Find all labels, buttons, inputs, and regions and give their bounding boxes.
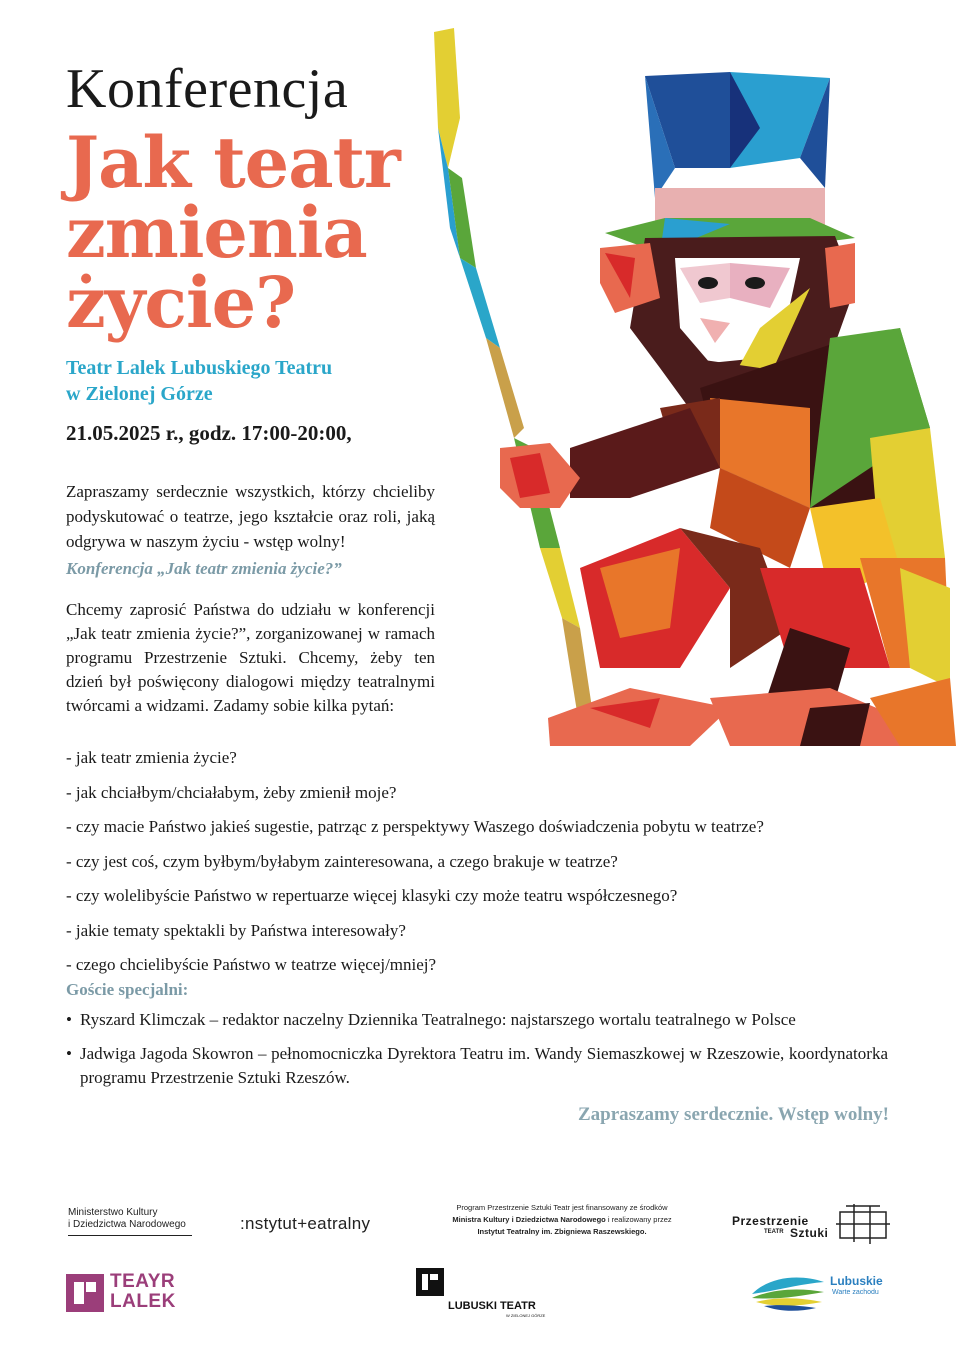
monkey-illustration [430, 28, 956, 746]
title-line: zmienia [66, 191, 367, 274]
list-item: - jak chciałbym/chciałabym, żeby zmienił moje? [66, 782, 397, 802]
logo-text-line: LALEK [110, 1291, 176, 1312]
list-item: - jakie tematy spektakli by Państwa interesowały? [66, 920, 406, 940]
instytut-teatralny-logo: :nstytut+eatralny [240, 1214, 371, 1233]
description-paragraph: Chcemy zaprosić Państwa do udziału w konferencji „Jak teatr zmienia życie?”, zorganizowanej w ramach programu Przestrzenie Sztuki. Chcemy, żeby ten dzień był poświęcony dialogowi między teatralnymi twórcami a widzami. Zadamy sobie kilka pytań: [66, 600, 435, 715]
list-item: - czego chcielibyście Państwo w teatrze więcej/mniej? [66, 955, 437, 974]
conference-label: Konferencja [66, 58, 349, 120]
funding-text: Program Przestrzenie Sztuki Teatr jest finansowany ze środków [456, 1203, 668, 1212]
teatr-lalek-logo [66, 1272, 191, 1314]
list-item: • Jadwiga Jagoda Skowron – pełnomocniczka Dyrektora Teatru im. Wandy Siemaszkowej w Rzeszowie, koordynatorka programu Przestrzenie Sztuki Rzeszów. [66, 1042, 888, 1090]
lubuski-teatr-logo [416, 1268, 556, 1318]
closing-text: Zapraszamy serdecznie. Wstęp wolny! [577, 1104, 889, 1125]
logo-text-line: TEAYR [110, 1271, 176, 1292]
list-item: • Ryszard Klimczak – redaktor naczelny Dziennika Teatralnego: najstarszego wortalu teatralnego w Polsce [66, 1008, 888, 1032]
title-line: życie? [66, 261, 296, 344]
intro-text: Zapraszamy serdecznie wszystkich, którzy chcieliby podyskutować o teatrze, jego kształcie oraz roli, jaką odgrywa w naszym życiu - wstęp wolny! [66, 482, 435, 551]
program-funding-note [437, 1202, 687, 1238]
ministry-line: i Dziedzictwa Narodowego [68, 1219, 186, 1230]
list-item: - czy wolelibyście Państwo w repertuarze więcej klasyki czy może teatru współczesnego? [66, 886, 678, 905]
list-item: - czy macie Państwo jakieś sugestie, patrząc z perspektywy Waszego doświadczenia pobytu w teatrze? [66, 817, 764, 836]
list-item: - czy jest coś, czym byłbym/byłabym zainteresowana, a czego brakuje w teatrze? [66, 851, 618, 871]
venue-line: Teatr Lalek Lubuskiego Teatru [66, 357, 333, 379]
logo-text: TEATR [764, 1229, 784, 1235]
venue-line: w Zielonej Górze [66, 383, 213, 405]
logo-subtext: W ZIELONEJ GÓRZE [506, 1313, 546, 1318]
guests-list [66, 1008, 888, 1100]
conference-subheading: Konferencja „Jak teatr zmienia życie?” [66, 559, 342, 578]
funding-text: i realizowany przez [605, 1215, 672, 1224]
title-line: Jak teatr [66, 121, 400, 204]
list-item: - jak teatr zmienia życie? [66, 748, 237, 767]
ministry-line: Ministerstwo Kultury [68, 1207, 158, 1218]
logo-text: LUBUSKI TEATR [448, 1300, 536, 1312]
lubuskie-wave-icon [750, 1272, 826, 1312]
logo-text [110, 1272, 176, 1312]
logo-text: Lubuskie [830, 1274, 883, 1288]
page-title [66, 121, 446, 344]
questions-list [66, 746, 764, 988]
guests-heading: Goście specjalni: [66, 980, 189, 999]
grid-mark-icon [836, 1202, 892, 1244]
ministry-logo [68, 1207, 192, 1236]
teatr-lalek-mark-icon [66, 1274, 104, 1312]
lubuski-teatr-mark-icon [416, 1268, 444, 1296]
event-date: 21.05.2025 r., godz. 17:00-20:00, [66, 421, 352, 445]
logo-text: Sztuki [790, 1226, 829, 1240]
venue [66, 355, 332, 407]
lubuskie-logo [750, 1268, 896, 1314]
logo-text: Przestrzenie [732, 1214, 809, 1228]
funding-institute: Instytut Teatralny im. Zbigniewa Raszewskiego. [477, 1227, 647, 1236]
funding-ministry: Ministra Kultury i Dziedzictwa Narodowego [452, 1215, 606, 1224]
logo-subtext: Warte zachodu [832, 1289, 879, 1296]
